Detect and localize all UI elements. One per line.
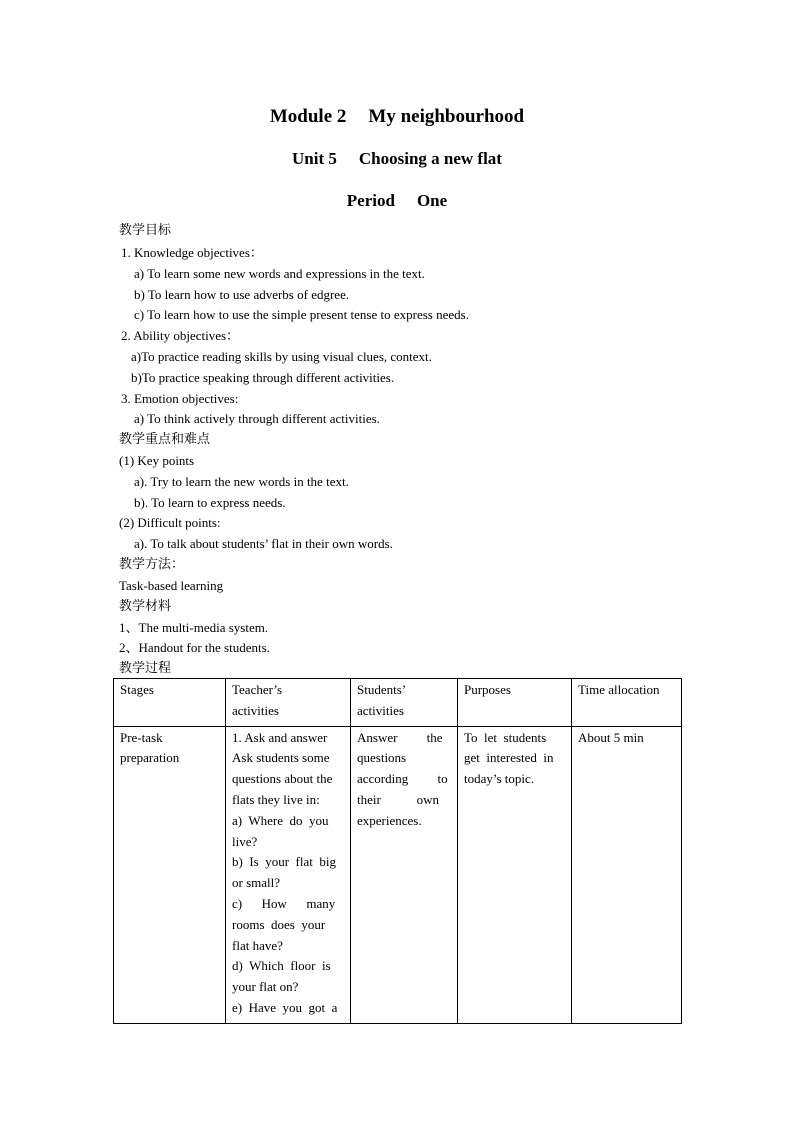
cell-students-activities: Answer the questions according to their own experiences. [351, 726, 458, 1023]
difficult-point-a: a). To talk about students’ flat in their own words. [134, 536, 393, 551]
material-item-1: 1、The multi-media system. [119, 620, 269, 635]
unit-title [0, 149, 794, 169]
difficult-points: (2) Difficult points: [119, 515, 221, 530]
ability-item-a: a)To practice reading skills by using visual clues, context. [131, 349, 432, 364]
module-title [0, 106, 794, 128]
period-label: Period [346, 191, 395, 210]
method-heading: 教学方法： [119, 557, 185, 572]
knowledge-item-c: c) To learn how to use the simple present tense to express needs. [134, 307, 469, 322]
material-heading: 教学材料 [119, 599, 172, 614]
material-item-2: 2、Handout for the students. [119, 640, 270, 655]
knowledge-item-a: a) To learn some new words and expressions in the text. [134, 266, 425, 281]
header-stages: Stages [114, 679, 226, 727]
unit-number: Unit 5 [292, 149, 337, 168]
header-students-activities: Students’ activities [351, 679, 458, 727]
period-title [0, 191, 794, 211]
header-teacher-activities: Teacher’s activities [226, 679, 351, 727]
ability-item-b: b)To practice speaking through different activities. [131, 370, 395, 385]
unit-name: Choosing a new flat [358, 149, 502, 168]
period-name: One [416, 191, 448, 210]
cell-stage: Pre-task preparation [114, 726, 226, 1023]
header-time-allocation: Time allocation [572, 679, 682, 727]
module-name: My neighbourhood [368, 106, 525, 127]
emotion-item-a: a) To think actively through different activities. [134, 411, 380, 426]
cell-purposes: To let students get interested in today’s topic. [458, 726, 572, 1023]
emotion-objectives: 3. Emotion objectives: [121, 391, 239, 406]
goals-heading: 教学目标 [119, 223, 172, 238]
knowledge-item-b: b) To learn how to use adverbs of edgree. [134, 287, 350, 302]
cell-teacher-activities: 1. Ask and answer Ask students some questions about the flats they live in: a) Where do you live? b) Is your flat big or small? c) How many rooms does your flat have? d) Which floor is your flat on? e) Have you got a [226, 726, 351, 1023]
table-header-row [114, 679, 682, 727]
key-point-a: a). Try to learn the new words in the text. [134, 474, 349, 489]
ability-objectives: 2. Ability objectives： [121, 328, 240, 343]
cell-time-allocation: About 5 min [572, 726, 682, 1023]
key-heading: 教学重点和难点 [119, 432, 211, 447]
process-heading: 教学过程 [119, 661, 172, 676]
key-point-b: b). To learn to express needs. [134, 495, 286, 510]
key-points: (1) Key points [119, 453, 195, 468]
method-text: Task-based learning [119, 578, 224, 593]
header-purposes: Purposes [458, 679, 572, 727]
teaching-process-table [113, 678, 682, 1024]
table-row [114, 726, 682, 1023]
knowledge-objectives: 1. Knowledge objectives： [121, 245, 263, 260]
module-number: Module 2 [269, 106, 347, 127]
